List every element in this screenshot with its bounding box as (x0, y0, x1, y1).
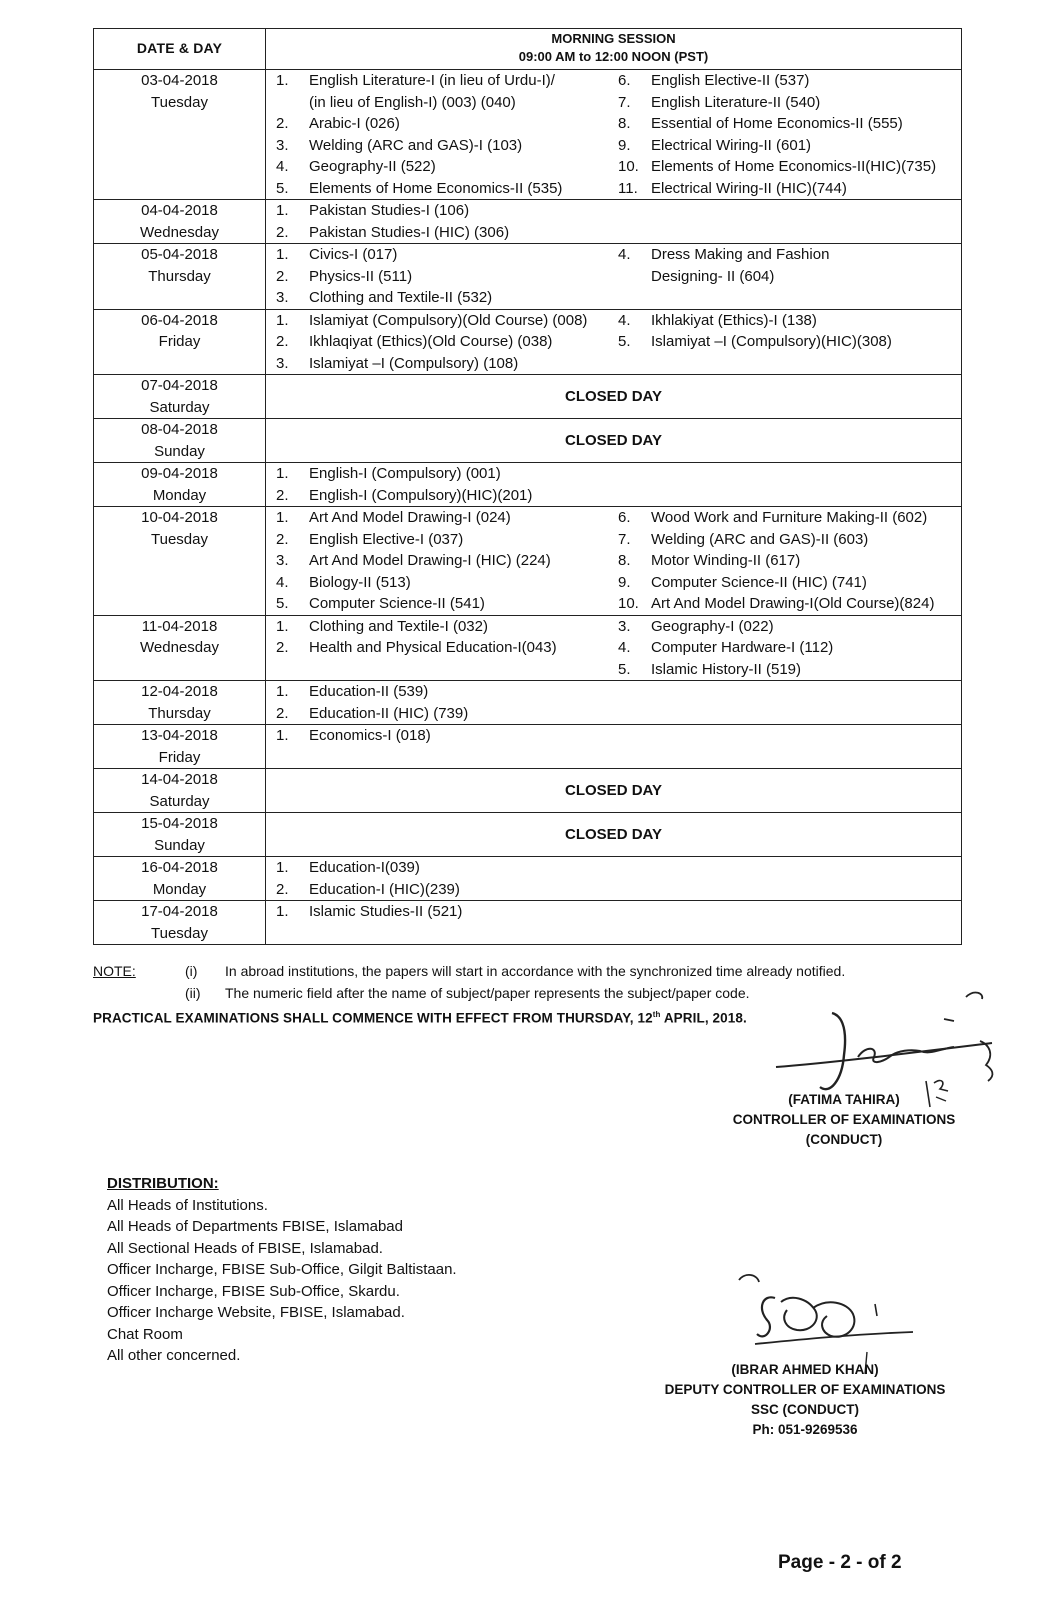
table-row (94, 769, 962, 813)
exam-day: Tuesday (151, 530, 208, 548)
subjects-column-left (266, 244, 618, 309)
list-item (276, 353, 618, 375)
exam-date: 04-04-2018 (141, 202, 218, 219)
table-row (94, 857, 962, 901)
paper-name: English Elective-I (037) (309, 530, 464, 548)
note-label: NOTE: (93, 963, 136, 979)
table-row (94, 725, 962, 769)
list-item: Chat Room (107, 1325, 183, 1343)
date-day-cell (94, 615, 266, 681)
list-item (276, 857, 618, 879)
exam-day: Wednesday (140, 223, 219, 241)
exam-date: 17-04-2018 (141, 903, 218, 920)
paper-number: 4. (276, 573, 289, 591)
date-day-cell (94, 769, 266, 813)
list-item (276, 331, 618, 353)
closed-day-cell: CLOSED DAY (266, 769, 962, 813)
paper-name: Designing- II (604) (651, 267, 775, 285)
paper-number: 1. (276, 202, 289, 219)
exam-date: 05-04-2018 (141, 246, 218, 263)
signatory-name: (IBRAR AHMED KHAN) (731, 1362, 879, 1377)
paper-name: Islamiyat (Compulsory)(Old Course) (008) (309, 311, 588, 329)
list-item (618, 331, 961, 353)
subjects-cell (266, 725, 962, 769)
exam-date: 15-04-2018 (141, 815, 218, 832)
table-row (94, 681, 962, 725)
exam-date: 14-04-2018 (141, 771, 218, 788)
paper-name: (in lieu of English-I) (003) (040) (309, 93, 516, 111)
paper-name: Computer Hardware-I (112) (651, 639, 834, 656)
paper-name: Elements of Home Economics-II(HIC)(735) (651, 158, 937, 175)
subjects-column-right (618, 310, 961, 375)
paper-number: 1. (276, 509, 289, 526)
exam-date: 12-04-2018 (141, 683, 218, 700)
session-title: MORNING SESSION (551, 31, 676, 46)
distribution-title: DISTRIBUTION: (107, 1175, 219, 1192)
paper-name: Economics-I (018) (309, 727, 431, 744)
exam-schedule-table (93, 28, 962, 945)
paper-name: Biology-II (513) (309, 573, 411, 591)
subjects-column-right (618, 857, 961, 900)
signatory-controller (720, 1090, 968, 1150)
paper-number: 2. (276, 880, 289, 898)
paper-number: 9. (618, 573, 631, 591)
subjects-cell (266, 615, 962, 681)
paper-number: 4. (618, 246, 631, 263)
list-item (276, 70, 618, 92)
note-number: (i) (185, 963, 198, 979)
paper-number: 1. (276, 311, 289, 329)
subjects-column-right (618, 616, 961, 681)
note-row (93, 960, 973, 982)
list-item (276, 92, 618, 114)
paper-number: 8. (618, 115, 631, 132)
exam-day: Friday (158, 748, 201, 766)
subjects-column-right (618, 200, 961, 243)
practical-exam-notice: PRACTICAL EXAMINATIONS SHALL COMMENCE WITH EFFECT FROM THURSDAY, 12th APRIL, 2018. (93, 1010, 747, 1026)
paper-number: 2. (276, 115, 289, 132)
paper-name: Geography-I (022) (651, 617, 774, 635)
closed-day-cell: CLOSED DAY (266, 813, 962, 857)
subjects-column-left (266, 616, 618, 681)
list-item (276, 113, 618, 135)
list-item (276, 310, 618, 332)
list-item (276, 266, 618, 288)
paper-number: 1. (276, 683, 289, 700)
paper-number: 2. (276, 486, 289, 504)
page-number: Page - 2 - of 2 (778, 1552, 902, 1573)
list-item (276, 287, 618, 309)
paper-name: Islamic History-II (519) (651, 660, 802, 678)
paper-number: 9. (618, 136, 631, 154)
signatory-title: DEPUTY CONTROLLER OF EXAMINATIONS (664, 1382, 946, 1397)
paper-number: 5. (276, 595, 289, 612)
paper-number: 10. (618, 595, 639, 612)
exam-date: 08-04-2018 (141, 421, 218, 438)
date-day-cell (94, 200, 266, 244)
paper-name: Arabic-I (026) (309, 115, 400, 132)
paper-name: Elements of Home Economics-II (535) (309, 179, 563, 197)
paper-number: 1. (276, 727, 289, 744)
list-item (276, 572, 618, 594)
paper-number: 11. (618, 179, 638, 197)
paper-number: 5. (618, 333, 631, 350)
list-item (618, 266, 961, 288)
paper-name: Clothing and Textile-II (532) (309, 289, 493, 306)
exam-day: Friday (158, 333, 201, 350)
subjects-column-left (266, 507, 618, 615)
exam-day: Tuesday (151, 924, 208, 942)
session-header (266, 29, 962, 70)
signatory-name: (FATIMA TAHIRA) (788, 1092, 900, 1107)
paper-number: 7. (618, 93, 631, 111)
paper-number: 3. (276, 136, 289, 154)
paper-name: English-I (Compulsory)(HIC)(201) (309, 486, 533, 504)
table-row (94, 309, 962, 375)
paper-number: 3. (276, 552, 289, 569)
exam-day: Wednesday (140, 639, 219, 656)
subjects-cell (266, 70, 962, 200)
list-item (276, 637, 618, 659)
paper-name: Ikhlaqiyat (Ethics)(Old Course) (038) (309, 333, 553, 350)
subjects-column-left (266, 901, 618, 923)
subjects-column-right (618, 244, 961, 309)
table-row (94, 419, 962, 463)
table-row (94, 615, 962, 681)
paper-number: 1. (276, 246, 289, 263)
exam-day: Thursday (148, 704, 211, 722)
list-item (276, 725, 618, 747)
list-item (276, 156, 618, 178)
list-item (276, 178, 618, 200)
signatory-deputy-controller (650, 1360, 960, 1440)
paper-number: 2. (276, 223, 289, 241)
date-day-cell (94, 309, 266, 375)
list-item (618, 178, 961, 200)
paper-name: English Elective-II (537) (651, 72, 810, 89)
table-row (94, 200, 962, 244)
signatory-subtitle: (CONDUCT) (805, 1132, 883, 1147)
list-item (618, 572, 961, 594)
paper-name: Islamiyat –I (Compulsory) (108) (309, 354, 519, 372)
paper-number: 4. (618, 311, 631, 329)
list-item (618, 113, 961, 135)
exam-day: Tuesday (151, 93, 208, 111)
note-text: In abroad institutions, the papers will start in accordance with the synchronized time already notified. (225, 963, 846, 979)
list-item (276, 901, 618, 923)
paper-name: Islamic Studies-II (521) (309, 903, 463, 920)
paper-number: 2. (276, 639, 289, 656)
paper-name: Geography-II (522) (309, 158, 436, 175)
paper-name: Clothing and Textile-I (032) (309, 617, 488, 635)
table-row (94, 70, 962, 200)
date-day-header: DATE & DAY (94, 29, 266, 70)
paper-number: 5. (276, 179, 289, 197)
paper-name: Physics-II (511) (309, 267, 413, 285)
paper-number: 2. (276, 704, 289, 722)
paper-number: 7. (618, 530, 631, 548)
date-day-cell (94, 463, 266, 507)
subjects-column-left (266, 200, 618, 243)
note-number: (ii) (185, 985, 201, 1001)
list-item: Officer Incharge, FBISE Sub-Office, Skardu. (107, 1282, 400, 1300)
subjects-column-left (266, 857, 618, 900)
exam-date: 16-04-2018 (141, 859, 218, 876)
exam-date: 11-04-2018 (141, 617, 218, 635)
date-day-cell (94, 419, 266, 463)
list-item (618, 310, 961, 332)
subjects-column-right (618, 901, 961, 923)
paper-name: Welding (ARC and GAS)-I (103) (309, 136, 523, 154)
list-item (618, 616, 961, 638)
subjects-cell (266, 463, 962, 507)
paper-number: 2. (276, 530, 289, 548)
subjects-column-left (266, 681, 618, 724)
paper-name: English-I (Compulsory) (001) (309, 465, 501, 482)
list-item (276, 703, 618, 725)
paper-name: Pakistan Studies-I (HIC) (306) (309, 223, 510, 241)
paper-name: Islamiyat –I (Compulsory)(HIC)(308) (651, 333, 892, 350)
table-row (94, 463, 962, 507)
date-day-cell (94, 244, 266, 310)
paper-number: 1. (276, 859, 289, 876)
exam-date: 03-04-2018 (141, 72, 218, 89)
subjects-cell (266, 857, 962, 901)
subjects-column-right (618, 463, 961, 506)
paper-name: Essential of Home Economics-II (555) (651, 115, 903, 132)
list-item (618, 637, 961, 659)
signatory-title: CONTROLLER OF EXAMINATIONS (732, 1112, 956, 1127)
table-row (94, 244, 962, 310)
list-item: All Sectional Heads of FBISE, Islamabad. (107, 1239, 383, 1257)
date-day-cell (94, 725, 266, 769)
list-item (618, 550, 961, 572)
list-item: Officer Incharge, FBISE Sub-Office, Gilgit Baltistaan. (107, 1261, 457, 1278)
paper-name: Art And Model Drawing-I (024) (309, 509, 511, 526)
paper-number: 6. (618, 509, 631, 526)
paper-number: 1. (276, 72, 289, 89)
subjects-column-left (266, 725, 618, 747)
exam-day: Sunday (154, 836, 205, 854)
paper-name: Education-II (539) (309, 683, 429, 700)
paper-name: Electrical Wiring-II (601) (651, 136, 812, 154)
list-item (618, 92, 961, 114)
paper-name: Motor Winding-II (617) (651, 552, 801, 569)
closed-day-cell: CLOSED DAY (266, 419, 962, 463)
list-item (276, 222, 618, 244)
list-item (276, 244, 618, 266)
list-item (618, 529, 961, 551)
date-day-cell (94, 375, 266, 419)
list-item: All Heads of Departments FBISE, Islamabad (107, 1218, 403, 1235)
exam-date: 06-04-2018 (141, 311, 218, 329)
date-day-cell (94, 901, 266, 945)
signatory-phone: Ph: 051-9269536 (752, 1422, 858, 1437)
date-day-cell (94, 70, 266, 200)
table-row (94, 507, 962, 616)
exam-day: Monday (152, 880, 207, 898)
list-item (618, 135, 961, 157)
date-day-cell (94, 813, 266, 857)
paper-name: Education-II (HIC) (739) (309, 704, 469, 722)
subjects-column-right (618, 70, 961, 199)
list-item (276, 135, 618, 157)
list-item (618, 593, 961, 615)
exam-date: 09-04-2018 (141, 465, 218, 482)
subjects-column-right (618, 725, 961, 747)
table-row (94, 813, 962, 857)
list-item (618, 244, 961, 266)
list-item (618, 156, 961, 178)
list-item (618, 507, 961, 529)
subjects-cell (266, 244, 962, 310)
list-item (276, 879, 618, 901)
paper-number: 1. (276, 903, 289, 920)
paper-number: 1. (276, 617, 289, 635)
list-item (276, 485, 618, 507)
paper-name: Pakistan Studies-I (106) (309, 202, 470, 219)
distribution-list (107, 1173, 457, 1367)
subjects-column-left (266, 463, 618, 506)
paper-name: Art And Model Drawing-I (HIC) (224) (309, 552, 551, 569)
list-item (618, 70, 961, 92)
subjects-column-right (618, 507, 961, 615)
exam-date: 13-04-2018 (141, 727, 218, 744)
exam-day: Saturday (149, 398, 210, 416)
paper-number: 5. (618, 660, 631, 678)
paper-number: 2. (276, 333, 289, 350)
table-row (94, 375, 962, 419)
paper-name: Civics-I (017) (309, 246, 398, 263)
paper-number: 1. (276, 465, 289, 482)
paper-name: English Literature-II (540) (651, 93, 821, 111)
subjects-cell (266, 901, 962, 945)
subjects-column-left (266, 310, 618, 375)
subjects-cell (266, 507, 962, 616)
list-item (276, 550, 618, 572)
list-item (276, 507, 618, 529)
closed-day-cell: CLOSED DAY (266, 375, 962, 419)
paper-name: Education-I (HIC)(239) (309, 880, 460, 898)
list-item (276, 200, 618, 222)
session-time: 09:00 AM to 12:00 NOON (PST) (518, 49, 709, 64)
paper-name: Ikhlakiyat (Ethics)-I (138) (651, 311, 817, 329)
paper-number (618, 266, 651, 288)
date-day-cell (94, 681, 266, 725)
subjects-column-right (618, 681, 961, 724)
list-item: All Heads of Institutions. (107, 1196, 268, 1214)
date-day-cell (94, 857, 266, 901)
paper-name: Education-I(039) (309, 859, 420, 876)
list-item (276, 681, 618, 703)
paper-number: 3. (276, 354, 289, 372)
signatory-subtitle: SSC (CONDUCT) (751, 1402, 859, 1417)
paper-name: Welding (ARC and GAS)-II (603) (651, 530, 869, 548)
paper-name: English Literature-I (in lieu of Urdu-I)/ (309, 72, 555, 89)
list-item: All other concerned. (107, 1347, 241, 1364)
list-item (276, 616, 618, 638)
schedule-body (94, 70, 962, 945)
exam-date: 10-04-2018 (141, 509, 218, 526)
paper-name: Health and Physical Education-I(043) (309, 639, 557, 656)
paper-name: Art And Model Drawing-I(Old Course)(824) (651, 595, 935, 612)
list-item (276, 463, 618, 485)
table-row (94, 901, 962, 945)
paper-number: 2. (276, 267, 289, 285)
paper-number: 3. (618, 617, 631, 635)
subjects-cell (266, 200, 962, 244)
list-item (276, 593, 618, 615)
paper-number (276, 92, 309, 114)
exam-day: Thursday (148, 267, 211, 285)
paper-number: 10. (618, 158, 639, 175)
paper-number: 4. (618, 639, 631, 656)
paper-name: Computer Science-II (541) (309, 595, 485, 612)
paper-number: 4. (276, 158, 289, 175)
subjects-column-left (266, 70, 618, 199)
list-item (276, 529, 618, 551)
paper-number: 3. (276, 289, 289, 306)
subjects-cell (266, 309, 962, 375)
paper-name: Computer Science-II (HIC) (741) (651, 573, 867, 591)
date-day-cell (94, 507, 266, 616)
paper-number: 6. (618, 72, 631, 89)
subjects-cell (266, 681, 962, 725)
list-item: Officer Incharge Website, FBISE, Islamabad. (107, 1304, 405, 1321)
table-header-row (94, 29, 962, 70)
note-text: The numeric field after the name of subject/paper represents the subject/paper code. (225, 985, 750, 1001)
paper-name: Wood Work and Furniture Making-II (602) (651, 509, 928, 526)
exam-day: Monday (152, 486, 207, 504)
exam-day: Sunday (154, 442, 205, 460)
list-item (618, 659, 961, 681)
exam-date: 07-04-2018 (141, 377, 218, 394)
paper-number: 8. (618, 552, 631, 569)
paper-name: Dress Making and Fashion (651, 246, 830, 263)
paper-name: Electrical Wiring-II (HIC)(744) (651, 179, 847, 197)
exam-day: Saturday (149, 792, 210, 810)
